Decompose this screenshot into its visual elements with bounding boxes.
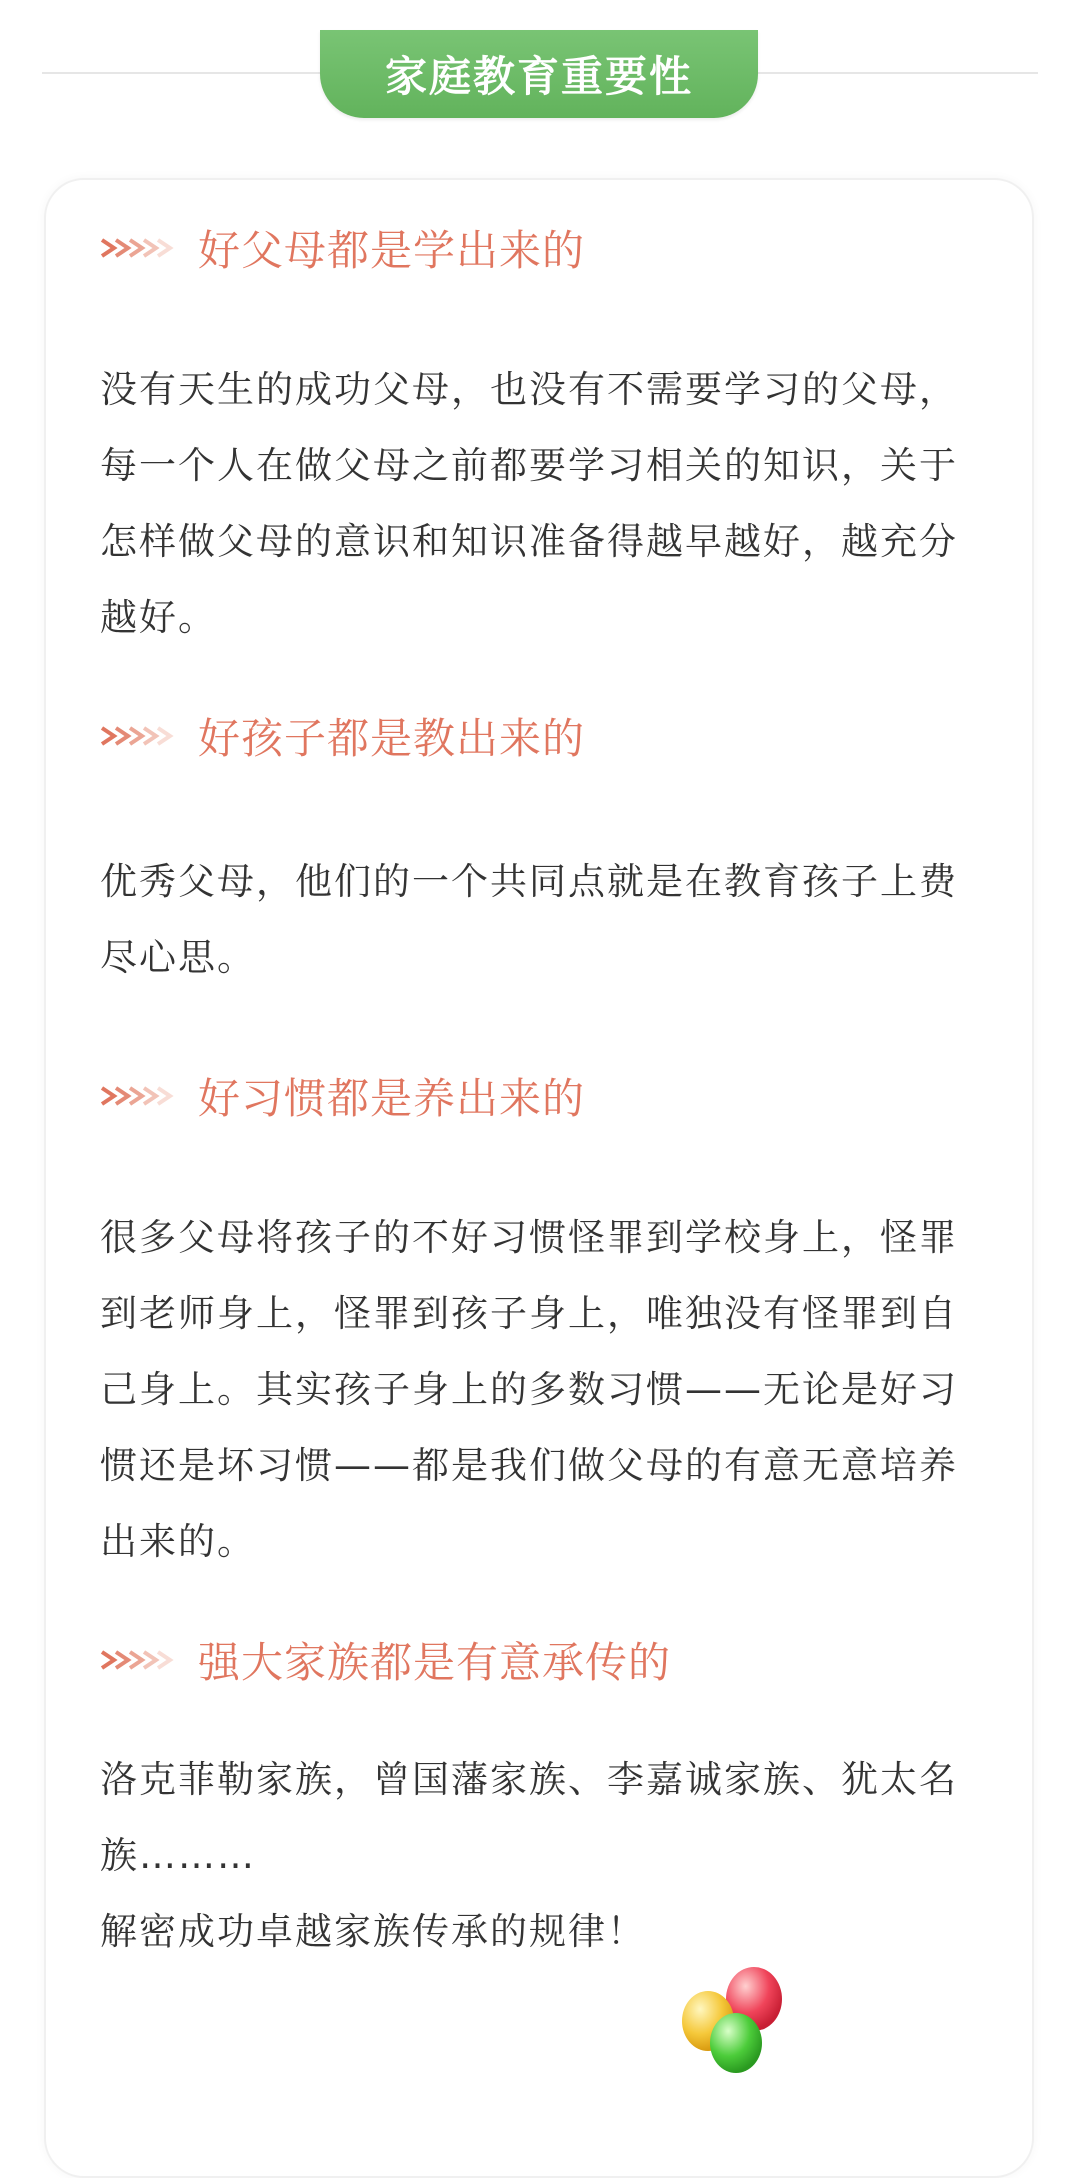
section-heading-3 bbox=[100, 1066, 585, 1126]
page-title: 家庭教育重要性 bbox=[384, 52, 693, 101]
section-paragraph-1 bbox=[100, 352, 990, 656]
balloons-icon bbox=[670, 1965, 790, 2075]
section-heading-4 bbox=[100, 1630, 671, 1690]
section-heading-text: 好习惯都是养出来的 bbox=[198, 1074, 586, 1123]
paragraph-line: 出来的。 bbox=[100, 1520, 256, 1563]
section-paragraph-4 bbox=[100, 1742, 990, 1970]
paragraph-line: 很多父母将孩子的不好习惯怪罪到学校身上，怪罪 bbox=[100, 1216, 958, 1259]
section-paragraph-3 bbox=[100, 1200, 990, 1580]
paragraph-line: 族……… bbox=[100, 1834, 256, 1877]
section-heading-text: 强大家族都是有意承传的 bbox=[198, 1638, 672, 1687]
section-heading-2 bbox=[100, 706, 585, 766]
paragraph-line: 每一个人在做父母之前都要学习相关的知识，关于 bbox=[100, 444, 958, 487]
paragraph-line: 没有天生的成功父母，也没有不需要学习的父母， bbox=[100, 368, 958, 411]
chevron-arrows-icon bbox=[100, 716, 176, 756]
paragraph-line: 到老师身上，怪罪到孩子身上，唯独没有怪罪到自 bbox=[100, 1292, 958, 1335]
page-title-badge bbox=[320, 30, 758, 118]
paragraph-line: 己身上。其实孩子身上的多数习惯——无论是好习 bbox=[100, 1368, 958, 1411]
paragraph-line: 越好。 bbox=[100, 596, 217, 639]
paragraph-line: 怎样做父母的意识和知识准备得越早越好，越充分 bbox=[100, 520, 958, 563]
paragraph-line: 惯还是坏习惯——都是我们做父母的有意无意培养 bbox=[100, 1444, 958, 1487]
chevron-arrows-icon bbox=[100, 228, 176, 268]
section-heading-text: 好父母都是学出来的 bbox=[198, 226, 586, 275]
paragraph-line: 尽心思。 bbox=[100, 936, 256, 979]
section-heading-text: 好孩子都是教出来的 bbox=[198, 714, 586, 763]
paragraph-line: 优秀父母，他们的一个共同点就是在教育孩子上费 bbox=[100, 860, 958, 903]
section-paragraph-2 bbox=[100, 844, 990, 996]
paragraph-line: 解密成功卓越家族传承的规律！ bbox=[100, 1910, 646, 1953]
paragraph-line: 洛克菲勒家族，曾国藩家族、李嘉诚家族、犹太名 bbox=[100, 1758, 958, 1801]
chevron-arrows-icon bbox=[100, 1640, 176, 1680]
chevron-arrows-icon bbox=[100, 1076, 176, 1116]
section-heading-1 bbox=[100, 218, 585, 278]
